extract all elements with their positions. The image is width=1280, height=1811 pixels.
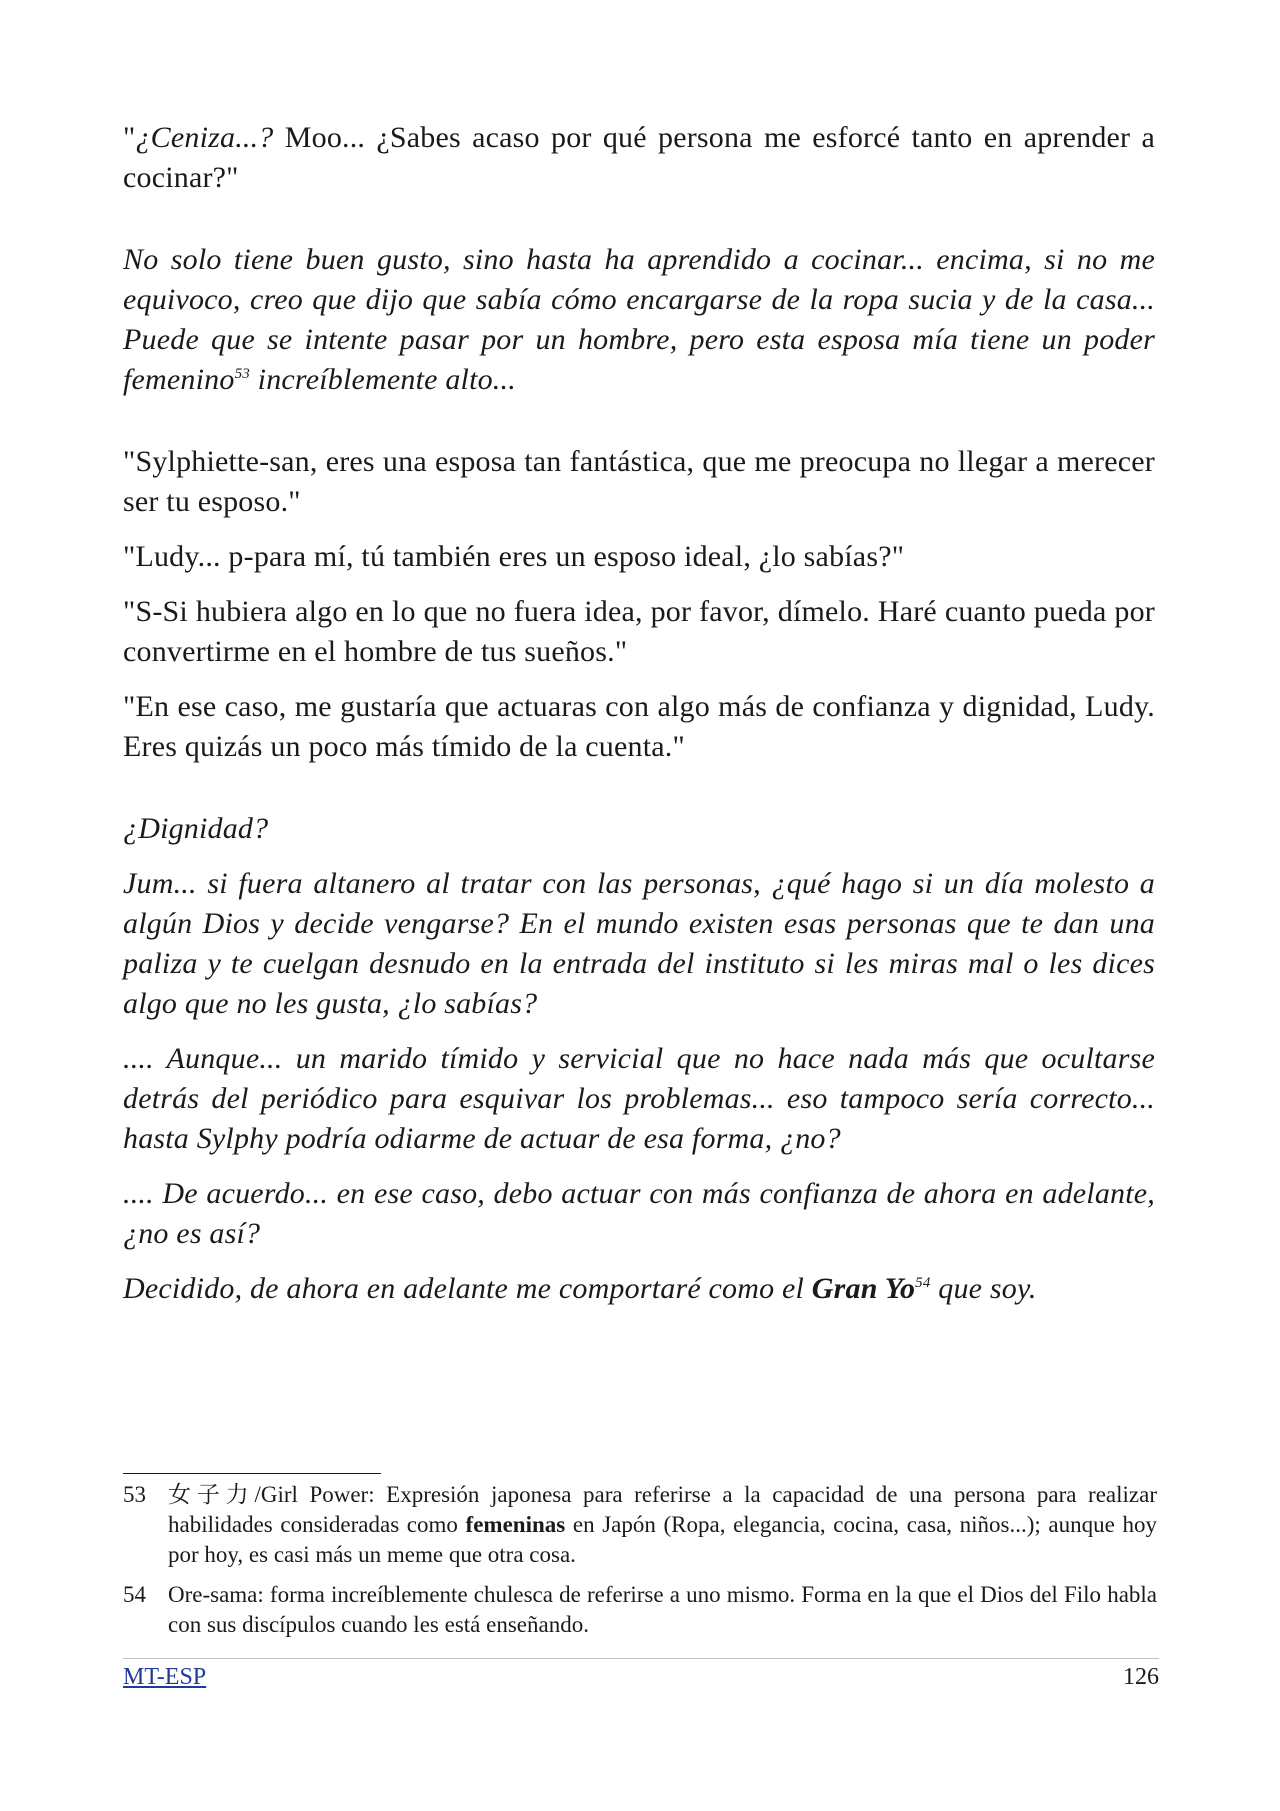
footnotes (123, 1480, 1157, 1640)
italic-ceniza: ¿Ceniza...? (135, 121, 274, 154)
thought-de-acuerdo: .... De acuerdo... en ese caso, debo actuar con más confianza de ahora en adelante, ¿no es así? (123, 1177, 1155, 1250)
footnote-number: 53 (123, 1482, 146, 1507)
dialogue-hubiera: "S-Si hubiera algo en lo que no fuera idea, por favor, dímelo. Haré cuanto pueda por convertirme en el hombre de tus sueños." (123, 595, 1155, 668)
footer-link[interactable]: MT-ESP (123, 1664, 207, 1690)
thought-text: No solo tiene buen gusto, sino hasta ha aprendido a cocinar... encima, si no me equivoco, creo que dijo que sabía cómo encargarse de la ropa sucia y de la casa... Puede que se intente pasar por un hombre, pero esta esposa mía tiene un poder femenino (123, 243, 1155, 396)
dialogue-sylphiette: "Sylphiette-san, eres una esposa tan fantástica, que me preocupa no llegar a merecer ser tu esposo." (123, 445, 1155, 518)
main-text (123, 118, 1155, 1309)
dialogue-ludy: "Ludy... p-para mí, tú también eres un esposo ideal, ¿lo sabías?" (123, 540, 905, 573)
footnote-ref-54[interactable]: 54 (915, 1275, 931, 1291)
thought-dignidad: ¿Dignidad? (123, 812, 269, 845)
footer-divider (123, 1658, 1159, 1659)
thought-jum: Jum... si fuera altanero al tratar con las personas, ¿qué hago si un día molesto a algún Dios y decide vengarse? En el mundo existen esas personas que te dan una paliza y te cuelgan desnudo en la entrada del instituto si les miras mal o les dices algo que no les gusta, ¿lo sabías? (123, 867, 1155, 1020)
quote-open: " (123, 121, 136, 154)
dialogue-ceniza-rest: Moo... ¿Sabes acaso por qué persona me esforcé tanto en aprender a cocinar?" (123, 121, 1155, 194)
bold-gran-yo: Gran Yo (811, 1272, 916, 1305)
bold-femeninas: femeninas (465, 1512, 566, 1537)
footnote-number: 54 (123, 1582, 146, 1607)
footnote-53 (123, 1480, 1157, 1570)
thought-aunque: .... Aunque... un marido tímido y servicial que no hace nada más que ocultarse detrás del periódico para esquivar los problemas... eso tampoco sería correcto... hasta Sylphy podría odiarme de actuar de esa forma, ¿no? (123, 1042, 1155, 1155)
thought-decidido-text: Decidido, de ahora en adelante me comportaré como el (123, 1272, 812, 1305)
thought-poder-femenino (123, 240, 1155, 400)
footnote-ref-53[interactable]: 53 (234, 366, 250, 382)
footnote-separator (123, 1473, 381, 1474)
footnote-text (168, 1480, 1157, 1570)
dialogue-en-ese-caso: "En ese caso, me gustaría que actuaras con algo más de confianza y dignidad, Ludy. Eres quizás un poco más tímido de la cuenta." (123, 690, 1155, 763)
footnote-54 (123, 1580, 1157, 1640)
thought-text-end: increíblemente alto... (249, 363, 516, 396)
page-number: 126 (1123, 1664, 1159, 1690)
footnote-53-text: 女子力/Girl Power: Expresión japonesa para referirse a la capacidad de una persona para realizar habilidades consideradas como (168, 1482, 1157, 1537)
thought-decidido (123, 1269, 1155, 1309)
footnote-text: Ore-sama: forma increíblemente chulesca de referirse a uno mismo. Forma en la que el Dios del Filo habla con sus discípulos cuando les está enseñando. (168, 1582, 1157, 1637)
thought-decidido-end: que soy. (930, 1272, 1037, 1305)
page-footer (123, 1662, 1159, 1692)
dialogue-ceniza (123, 118, 1155, 198)
footnote-53-end: en Japón (Ropa, elegancia, cocina, casa, niños...); aunque hoy por hoy, es casi más un meme que otra cosa. (168, 1512, 1157, 1567)
